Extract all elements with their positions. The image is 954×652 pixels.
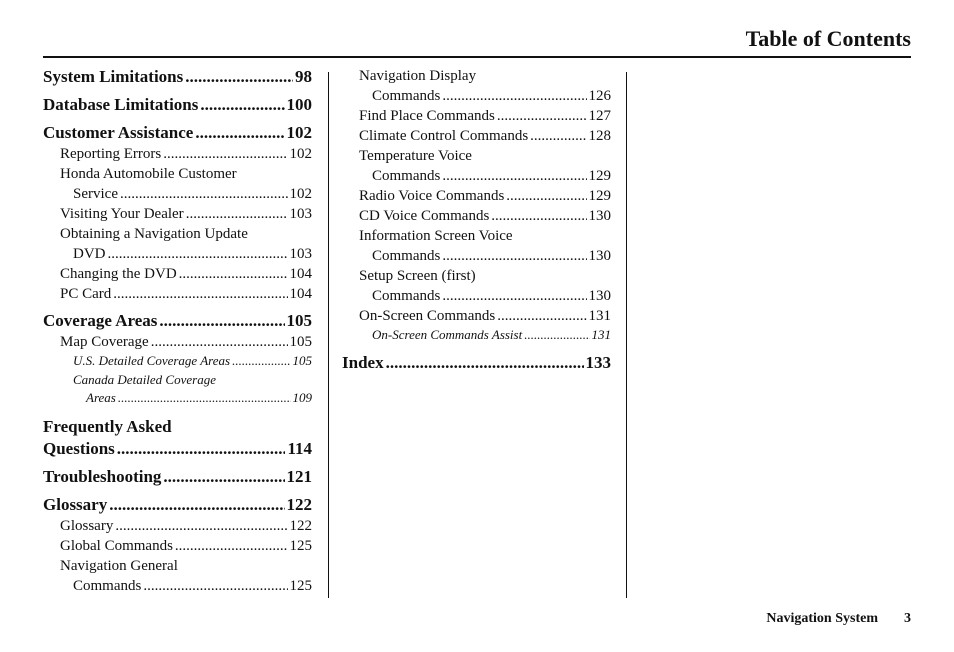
entry-title: PC Card: [60, 286, 112, 302]
entry-title-line1: Navigation Display: [359, 68, 477, 84]
leader-dots: [497, 306, 586, 326]
entry-page: 130: [588, 208, 611, 224]
leader-dots: [108, 244, 288, 264]
entry-page: 129: [588, 168, 611, 184]
entry-page: 102: [286, 123, 312, 142]
leader-dots: [442, 166, 586, 186]
entry-title-line1: Temperature Voice: [359, 148, 472, 164]
entry-page: 130: [588, 248, 611, 264]
leader-dots: [175, 536, 288, 556]
toc-entry-temperature-voice[interactable]: [342, 146, 611, 186]
toc-entry-system-limitations[interactable]: [43, 66, 312, 88]
entry-title: Visiting Your Dealer: [60, 206, 184, 222]
leader-dots: [109, 494, 284, 516]
entry-title: Global Commands: [60, 537, 173, 554]
toc-entry-index[interactable]: [342, 352, 611, 374]
toc-entry-nav-display[interactable]: [342, 66, 611, 106]
entry-page: 102: [289, 146, 312, 162]
entry-page: 126: [588, 88, 611, 104]
leader-dots: [442, 86, 586, 106]
leader-dots: [120, 184, 288, 204]
toc-entry-find-place[interactable]: [342, 106, 611, 126]
entry-title-line1: Frequently Asked: [43, 416, 172, 436]
leader-dots: [442, 246, 586, 266]
toc-entry-honda-service[interactable]: [43, 164, 312, 204]
toc-entry-database-limitations[interactable]: [43, 94, 312, 116]
entry-title-line1: Obtaining a Navigation Update: [60, 226, 248, 242]
entry-title: Index: [342, 352, 384, 372]
entry-page: 133: [585, 352, 611, 372]
entry-title: Radio Voice Commands: [359, 188, 505, 204]
entry-title: Changing the DVD: [60, 266, 177, 282]
entry-title: Glossary: [43, 494, 108, 514]
toc-entry-glossary-item[interactable]: [43, 516, 312, 536]
toc-entry-nav-general[interactable]: [43, 556, 312, 596]
entry-title: Climate Control Commands: [359, 128, 529, 144]
leader-dots: [115, 516, 287, 536]
toc-entry-pc-card[interactable]: [43, 284, 312, 304]
leader-dots: [232, 352, 290, 371]
entry-page: 131: [588, 308, 611, 324]
leader-dots: [163, 466, 284, 488]
leader-dots: [117, 438, 286, 460]
toc-entry-cd-voice[interactable]: [342, 206, 611, 226]
toc-entry-on-screen-commands[interactable]: [342, 306, 611, 326]
entry-page: 109: [292, 390, 312, 405]
entry-page: 104: [289, 286, 312, 302]
entry-page: 130: [588, 288, 611, 304]
entry-title: CD Voice Commands: [359, 208, 490, 224]
toc-entry-glossary[interactable]: [43, 494, 312, 516]
toc-entry-global-commands[interactable]: [43, 536, 312, 556]
toc-entry-changing-dvd[interactable]: [43, 264, 312, 284]
entry-title: Database Limitations: [43, 95, 199, 114]
entry-page: 122: [286, 494, 312, 514]
column-divider: [626, 72, 627, 598]
leader-dots: [179, 264, 288, 284]
toc-entry-reporting-errors[interactable]: [43, 144, 312, 164]
entry-title-line1: Honda Automobile Customer: [60, 166, 237, 182]
toc-entry-troubleshooting[interactable]: [43, 466, 312, 488]
toc-entry-on-screen-assist[interactable]: [342, 326, 611, 345]
leader-dots: [143, 576, 287, 596]
entry-title-line2: DVD: [73, 246, 106, 262]
entry-title-line1: Setup Screen (first): [359, 268, 476, 284]
toc-entry-coverage-areas[interactable]: [43, 310, 312, 332]
leader-dots: [151, 332, 288, 352]
leader-dots: [530, 126, 586, 146]
entry-title: Find Place Commands: [359, 108, 495, 124]
entry-title: U.S. Detailed Coverage Areas: [73, 353, 231, 368]
entry-title-line2: Service: [73, 186, 118, 202]
toc-entry-climate-control[interactable]: [342, 126, 611, 146]
entry-title-line1: Information Screen Voice: [359, 228, 513, 244]
toc-entry-setup-screen[interactable]: [342, 266, 611, 306]
entry-title: Customer Assistance: [43, 123, 194, 142]
entry-title-line2: Questions: [43, 438, 115, 458]
leader-dots: [186, 204, 288, 224]
entry-page: 121: [286, 466, 312, 486]
entry-title-line2: Commands: [372, 248, 441, 264]
leader-dots: [195, 122, 284, 144]
leader-dots: [118, 389, 291, 408]
toc-entry-info-screen-voice[interactable]: [342, 226, 611, 266]
leader-dots: [506, 186, 586, 206]
toc-entry-us-detailed[interactable]: [43, 352, 312, 371]
entry-title: Glossary: [60, 517, 114, 534]
entry-title-line2: Commands: [372, 88, 441, 104]
leader-dots: [200, 94, 284, 116]
leader-dots: [497, 106, 587, 126]
title-rule: [43, 56, 911, 58]
toc-entry-visiting-dealer[interactable]: [43, 204, 312, 224]
entry-page: 127: [588, 108, 611, 124]
leader-dots: [386, 352, 584, 374]
page-footer: [766, 609, 911, 629]
entry-page: 129: [588, 188, 611, 204]
entry-title-line2: Areas: [86, 390, 116, 405]
entry-page: 104: [289, 266, 312, 282]
entry-title: On-Screen Commands: [359, 308, 496, 324]
entry-title-line1: Canada Detailed Coverage: [73, 371, 216, 387]
entry-title-line2: Commands: [372, 288, 441, 304]
page-number: 3: [904, 611, 911, 626]
entry-page: 102: [289, 186, 312, 202]
entry-title: Coverage Areas: [43, 311, 158, 330]
footer-section: Navigation System: [766, 611, 878, 626]
entry-title: On-Screen Commands Assist: [372, 327, 523, 342]
leader-dots: [442, 286, 586, 306]
leader-dots: [524, 326, 589, 345]
entry-title: Troubleshooting: [43, 466, 162, 486]
leader-dots: [491, 206, 586, 226]
leader-dots: [113, 284, 287, 304]
toc-column-1: [43, 66, 312, 596]
leader-dots: [185, 66, 293, 88]
entry-title-line2: Commands: [73, 577, 142, 594]
entry-page: 128: [588, 128, 611, 144]
entry-page: 100: [286, 95, 312, 114]
toc-entry-map-coverage[interactable]: [43, 332, 312, 352]
entry-page: 105: [286, 311, 312, 330]
toc-entry-radio-voice[interactable]: [342, 186, 611, 206]
entry-page: 103: [289, 246, 312, 262]
entry-page: 103: [289, 206, 312, 222]
leader-dots: [163, 144, 287, 164]
entry-title-line1: Navigation General: [60, 557, 178, 574]
entry-page: 125: [289, 537, 312, 554]
toc-column-2: [342, 66, 611, 374]
entry-page: 125: [289, 577, 312, 594]
entry-page: 105: [292, 353, 312, 368]
leader-dots: [159, 310, 284, 332]
entry-page: 131: [591, 327, 611, 342]
entry-title: Reporting Errors: [60, 146, 162, 162]
entry-title-line2: Commands: [372, 168, 441, 184]
entry-title: System Limitations: [43, 67, 184, 86]
page-title: Table of Contents: [745, 26, 911, 51]
entry-page: 98: [295, 67, 312, 86]
entry-page: 105: [289, 334, 312, 350]
toc-entry-faq[interactable]: [43, 416, 312, 460]
entry-page: 114: [287, 438, 312, 458]
column-divider: [328, 72, 329, 598]
toc-entry-canada-detailed[interactable]: [43, 371, 312, 408]
entry-page: 122: [289, 517, 312, 534]
entry-title: Map Coverage: [60, 334, 149, 350]
toc-entry-customer-assistance[interactable]: [43, 122, 312, 144]
toc-entry-obtaining-update[interactable]: [43, 224, 312, 264]
